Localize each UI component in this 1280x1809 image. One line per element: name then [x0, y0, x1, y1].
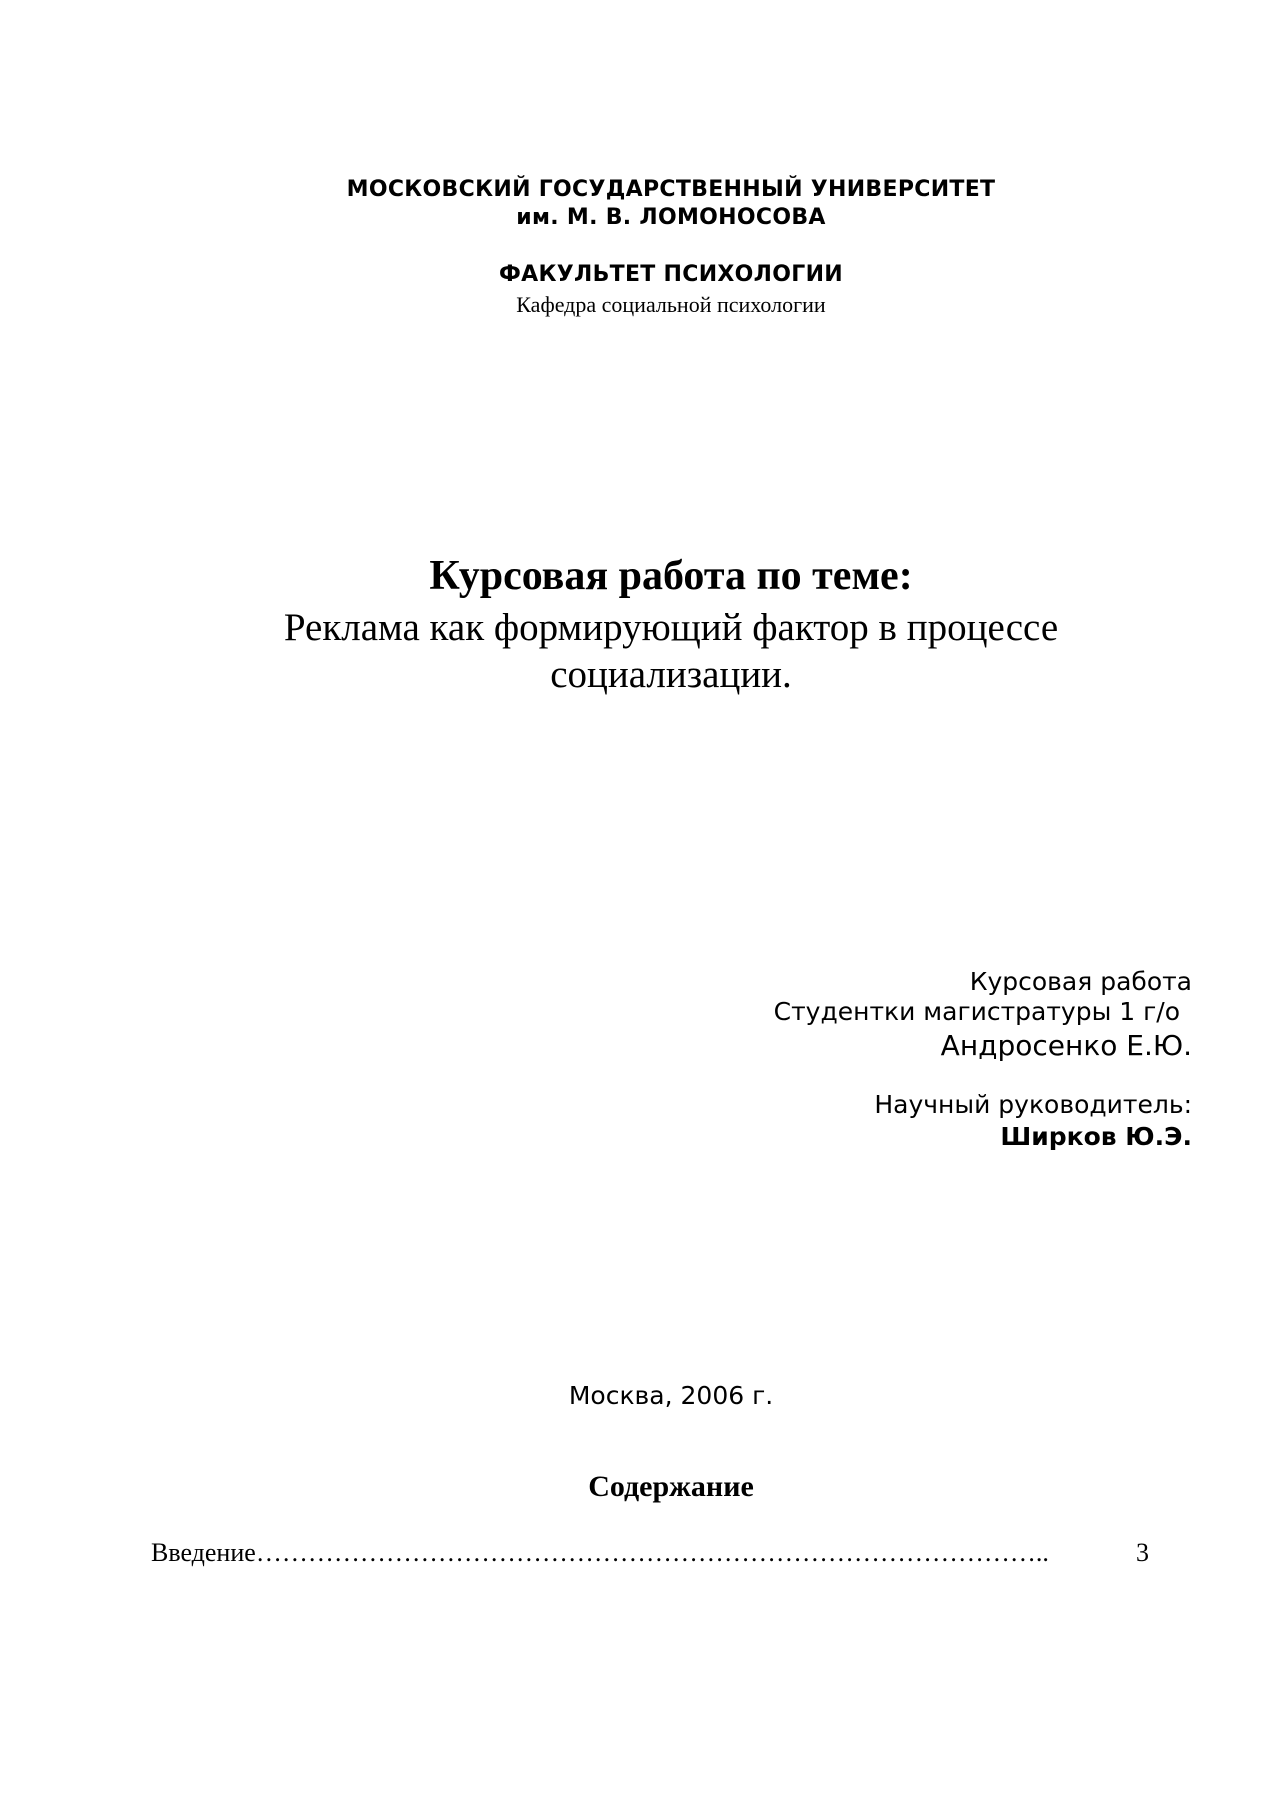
toc-entry-label: Введение — [151, 1538, 256, 1567]
paper-heading: Курсовая работа по теме: — [429, 553, 913, 599]
toc-entry-page: 3 — [1136, 1538, 1149, 1567]
university-name: МОСКОВСКИЙ ГОСУДАРСТВЕННЫЙ УНИВЕРСИТЕТ — [346, 177, 996, 202]
advisor-name: Ширков Ю.Э. — [1000, 1122, 1192, 1151]
toc-entry-leader: ……………………………………………………………………………….. — [255, 1538, 1049, 1567]
university-named-after: им. М. В. ЛОМОНОСОВА — [516, 205, 826, 230]
student-name: Андросенко Е.Ю. — [940, 1029, 1192, 1062]
toc-title: Содержание — [588, 1470, 754, 1503]
faculty-name: ФАКУЛЬТЕТ ПСИХОЛОГИИ — [499, 262, 843, 287]
paper-topic-line-2: социализации. — [550, 653, 792, 696]
student-description: Студентки магистратуры 1 г/о — [773, 997, 1180, 1026]
department-name: Кафедра социальной психологии — [516, 292, 826, 317]
paper-topic-line-1: Реклама как формирующий фактор в процессе — [283, 606, 1059, 649]
city-year: Москва, 2006 г. — [568, 1381, 774, 1410]
toc-entry — [151, 1538, 1149, 1568]
advisor-label: Научный руководитель: — [874, 1090, 1192, 1119]
work-type: Курсовая работа — [969, 967, 1192, 996]
